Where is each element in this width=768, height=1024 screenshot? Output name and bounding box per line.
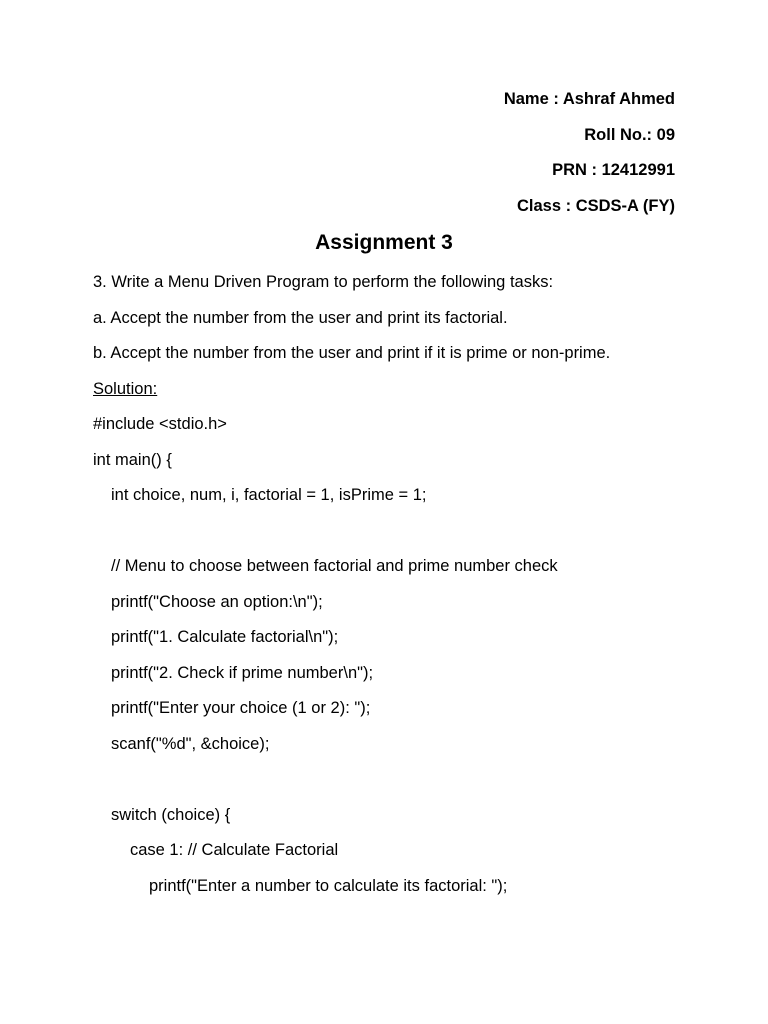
code-line: printf("Enter a number to calculate its factorial: "); — [149, 876, 508, 895]
code-line: switch (choice) { — [111, 805, 231, 824]
question-part-b: b. Accept the number from the user and print if it is prime or non-prime. — [93, 344, 611, 362]
assignment-title: Assignment 3 — [315, 231, 453, 254]
code-line: printf("Enter your choice (1 or 2): "); — [111, 699, 371, 717]
code-line: int main() { — [93, 450, 172, 469]
assignment-body — [93, 270, 675, 909]
question-part-a: a. Accept the number from the user and print its factorial. — [93, 308, 508, 327]
code-line: case 1: // Calculate Factorial — [130, 841, 339, 859]
code-line: printf("1. Calculate factorial\n"); — [111, 628, 339, 646]
code-blank-line — [93, 767, 675, 803]
code-blank-line — [93, 519, 675, 555]
student-info-header — [504, 86, 675, 228]
code-line: scanf("%d", &choice); — [111, 734, 270, 753]
solution-label: Solution: — [93, 379, 158, 398]
roll-number: Roll No.: 09 — [584, 125, 675, 144]
code-block — [93, 412, 675, 909]
code-line: // Menu to choose between factorial and prime number check — [111, 557, 558, 575]
student-name: Name : Ashraf Ahmed — [503, 90, 675, 108]
prn-number: PRN : 12412991 — [552, 161, 675, 179]
code-line: printf("Choose an option:\n"); — [111, 592, 323, 611]
code-line: #include <stdio.h> — [93, 415, 227, 433]
code-line: int choice, num, i, factorial = 1, isPrime = 1; — [111, 486, 427, 504]
class-name: Class : CSDS-A (FY) — [517, 196, 675, 215]
question-main: 3. Write a Menu Driven Program to perform the following tasks: — [93, 273, 554, 291]
code-line: printf("2. Check if prime number\n"); — [111, 663, 374, 682]
